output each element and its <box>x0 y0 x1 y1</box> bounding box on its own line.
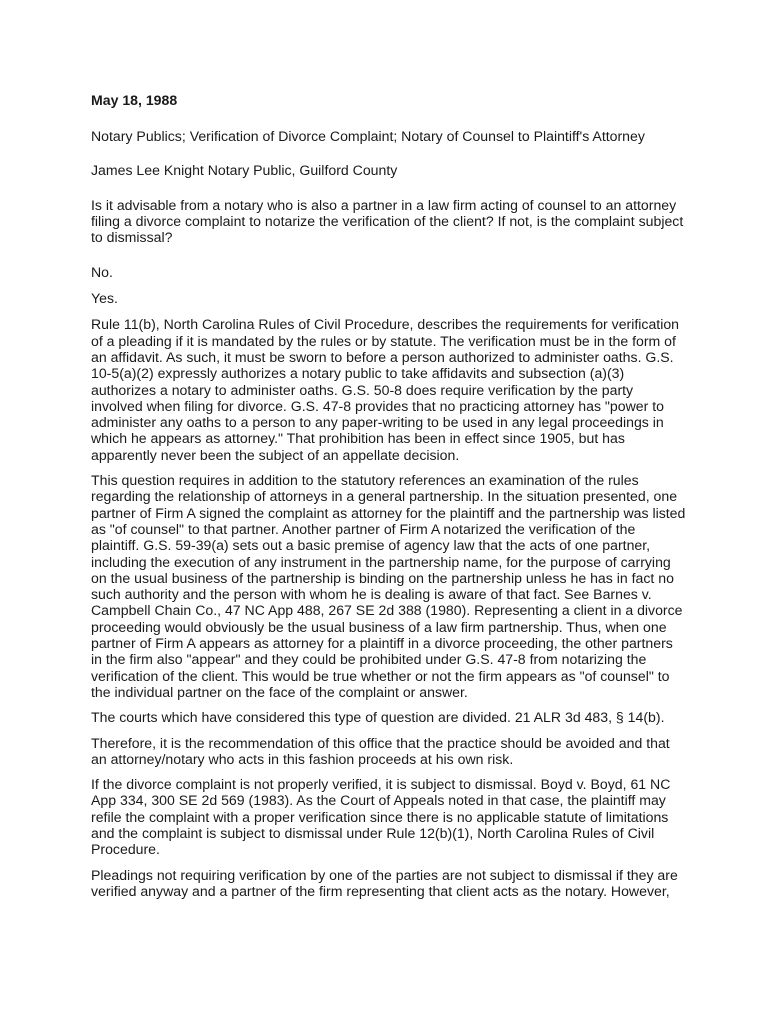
body-paragraph-courts-divided: The courts which have considered this type of question are divided. 21 ALR 3d 483, § 14(b). <box>91 709 665 726</box>
body-paragraph-pleadings: Pleadings not requiring verification by one of the parties are not subject to dismissal if they are verified anyway and a partner of the firm representing that client acts as the notary. However, <box>91 866 678 899</box>
question-paragraph: Is it advisable from a notary who is also a partner in a law firm acting of counsel to an attorney filing a divorce complaint to notarize the verification of the client? If not, is the complaint subject to dismissal? <box>91 196 684 246</box>
document-requester: James Lee Knight Notary Public, Guilford County <box>91 161 398 178</box>
body-paragraph-rule-11: Rule 11(b), North Carolina Rules of Civil Procedure, describes the requirements for verification of a pleading if it is mandated by the rules or by statute. The verification must be in the form of an affidavit. As such, it must be sworn to before a person authorized to administer oaths. G.S. 10-5(a)(2) expressly authorizes a notary public to take affidavits and subsection (a)(3) authorizes a notary to administer oaths. G.S. 50-8 does require verification by the party involved when filing for divorce. G.S. 47-8 provides that no practicing attorney has "power to administer any oaths to a person to any paper-writing to be used in any legal proceedings in which he appears as attorney." That prohibition has been in effect since 1905, but has apparently never been the subject of an appellate decision. <box>91 316 680 463</box>
document-subject: Notary Publics; Verification of Divorce Complaint; Notary of Counsel to Plaintiff's Attorney <box>91 128 645 145</box>
body-paragraph-recommendation: Therefore, it is the recommendation of this office that the practice should be avoided and that an attorney/notary who acts in this fashion proceeds at his own risk. <box>91 734 670 767</box>
document-date: May 18, 1988 <box>91 92 178 108</box>
document-page <box>91 92 687 908</box>
answer-one: No. <box>91 263 113 280</box>
body-paragraph-partnership: This question requires in addition to the statutory references an examination of the rules regarding the relationship of attorneys in a general partnership. In the situation presented, one partner of Firm A signed the complaint as attorney for the plaintiff and the partnership was listed as "of counsel" to that partner. Another partner of Firm A notarized the verification of the plaintiff. G.S. 59-39(a) sets out a basic premise of agency law that the acts of one partner, including the execution of any instrument in the partnership name, for the purpose of carrying on the usual business of the partnership is binding on the partnership unless he has in fact no such authority and the person with whom he is dealing is aware of that fact. See Barnes v. Campbell Chain Co., 47 NC App 488, 267 SE 2d 388 (1980). Representing a client in a divorce proceeding would obviously be the usual business of a law firm partnership. Thus, when one partner of Firm A appears as attorney for a plaintiff in a divorce proceeding, the other partners in the firm also "appear" and they could be prohibited under G.S. 47-8 from notarizing the verification of the client. This would be true whether or not the firm appears as "of counsel" to the individual partner on the face of the complaint or answer. <box>91 472 686 700</box>
answer-two: Yes. <box>91 290 118 307</box>
body-paragraph-dismissal: If the divorce complaint is not properly verified, it is subject to dismissal. Boyd v. Boyd, 61 NC App 334, 300 SE 2d 569 (1983). As the Court of Appeals noted in that case, the plaintiff may refile the complaint with a proper verification since there is no applicable statute of limitations and the complaint is subject to dismissal under Rule 12(b)(1), North Carolina Rules of Civil Procedure. <box>91 776 671 858</box>
